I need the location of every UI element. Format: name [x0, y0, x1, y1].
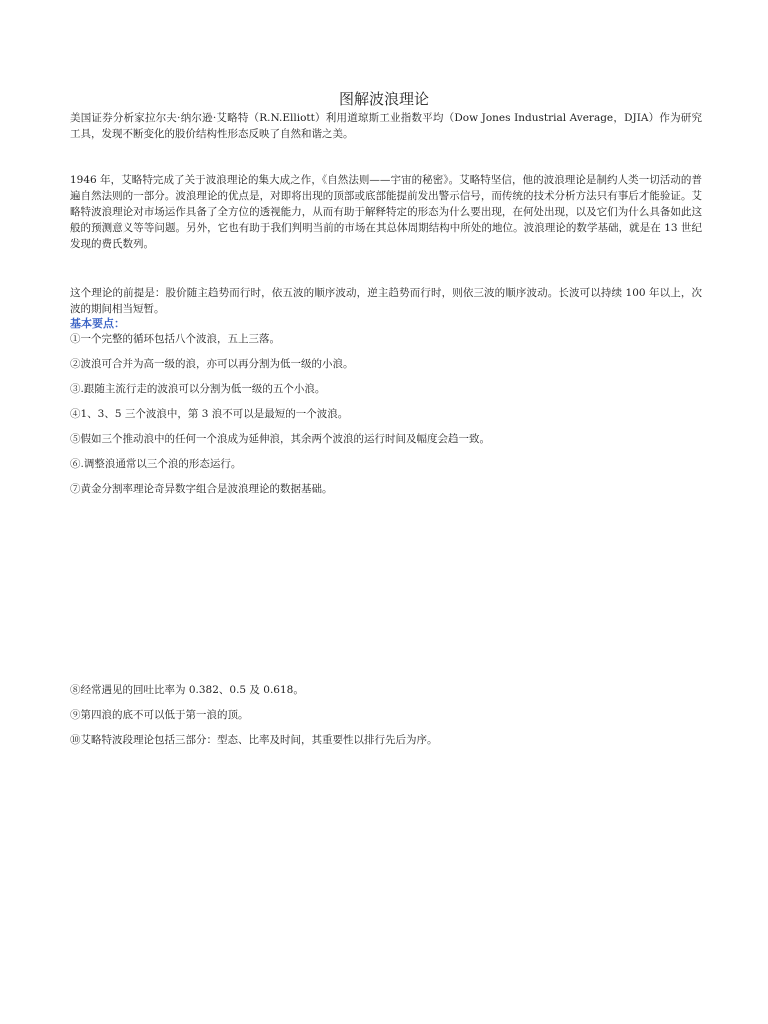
list-item: ③.跟随主流行走的波浪可以分割为低一级的五个小浪。: [70, 383, 326, 395]
list-item: ⑦黄金分割率理论奇异数字组合是波浪理论的数据基础。: [70, 483, 333, 495]
list-item: ⑧经常遇见的回吐比率为 0.382、0.5 及 0.618。: [70, 684, 304, 696]
list-item: ⑨第四浪的底不可以低于第一浪的顶。: [70, 709, 249, 721]
premise-paragraph: 这个理论的前提是：股价随主趋势而行时，依五波的顺序波动，逆主趋势而行时，则依三波的顺序波动。长波可以持续 100 年以上，次波的期间相当短暂。: [70, 287, 702, 315]
list-item: ②波浪可合并为高一级的浪，亦可以再分割为低一级的小浪。: [70, 358, 354, 370]
list-item: ⑩艾略特波段理论包括三部分：型态、比率及时间，其重要性以排行先后为序。: [70, 734, 438, 746]
list-item: ⑥.调整浪通常以三个浪的形态运行。: [70, 458, 242, 470]
history-paragraph: 1946 年，艾略特完成了关于波浪理论的集大成之作，《自然法则——宇宙的秘密》。艾略特坚信，他的波浪理论是制约人类一切活动的普遍自然法则的一部分。波浪理论的优点是，对即将出现的顶部或底部能提前发出警示信号，而传统的技术分析方法只有事后才能验证。艾略特波浪理论对市场运作具备了全方位的透视能力，从而有助于解释特定的形态为什么要出现，在何处出现，以及它们为什么具备如此这般的预测意义等等问题。另外，它也有助于我们判明当前的市场在其总体周期结构中所处的地位。波浪理论的数学基础，就是在 13 世纪发现的费氏数列。: [70, 174, 702, 250]
list-item: ⑤假如三个推动浪中的任何一个浪成为延伸浪，其余两个波浪的运行时间及幅度会趋一致。: [70, 433, 490, 445]
list-item: ④1、3、5 三个波浪中，第 3 浪不可以是最短的一个波浪。: [70, 408, 349, 420]
section-heading: 基本要点：: [70, 317, 125, 330]
list-item: ①一个完整的循环包括八个波浪，五上三落。: [70, 333, 280, 345]
intro-paragraph: 美国证券分析家拉尔夫·纳尔逊·艾略特（R.N.Elliott）利用道琼斯工业指数平均（Dow Jones Industrial Average，DJIA）作为研究工具，发现不断变化的股价结构性形态反映了自然和谐之美。: [70, 112, 702, 140]
document-title: 图解波浪理论: [338, 90, 429, 108]
